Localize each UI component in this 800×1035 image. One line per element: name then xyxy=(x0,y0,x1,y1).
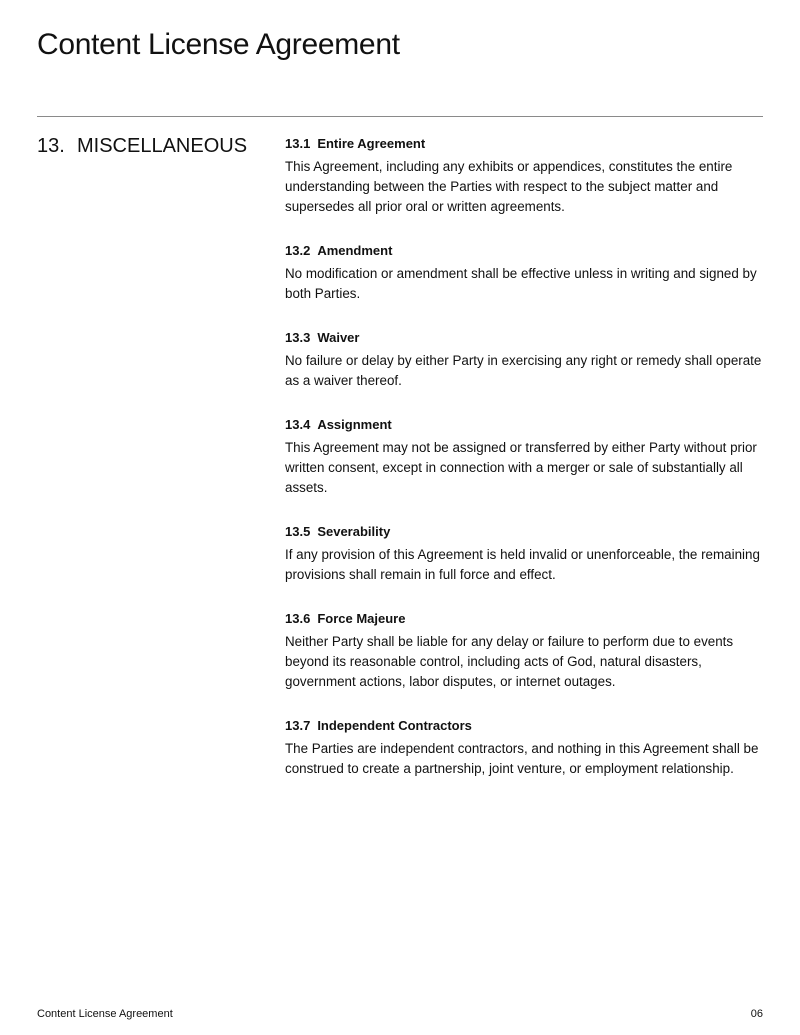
subsection-heading xyxy=(285,330,763,346)
page-number: 06 xyxy=(750,1008,763,1020)
divider xyxy=(37,116,763,117)
subsection xyxy=(285,417,763,498)
subsection-heading xyxy=(285,611,763,627)
subsection xyxy=(285,718,763,779)
subsection-number: 13.7 xyxy=(285,718,311,733)
subsection-heading xyxy=(285,524,763,540)
subsection-heading xyxy=(285,718,763,734)
page-title: Content License Agreement xyxy=(37,28,400,61)
subsection xyxy=(285,330,763,391)
subsection-body: If any provision of this Agreement is held invalid or unenforceable, the remaining provisions shall remain in full force and effect. xyxy=(285,547,760,582)
subsection-heading xyxy=(285,136,763,152)
subsection-list xyxy=(285,136,763,805)
subsection-heading xyxy=(285,417,763,433)
subsection xyxy=(285,243,763,304)
section-title: MISCELLANEOUS xyxy=(77,135,248,157)
subsection-number: 13.5 xyxy=(285,524,311,539)
subsection-title: Independent Contractors xyxy=(317,718,472,733)
footer-title: Content License Agreement xyxy=(37,1008,173,1020)
subsection-title: Waiver xyxy=(317,330,360,345)
subsection xyxy=(285,611,763,692)
subsection-body: This Agreement may not be assigned or transferred by either Party without prior written consent, except in connection with a merger or sale of substantially all assets. xyxy=(285,440,757,495)
subsection-title: Assignment xyxy=(317,417,392,432)
subsection-body: No modification or amendment shall be effective unless in writing and signed by both Parties. xyxy=(285,266,757,301)
section-number: 13. xyxy=(37,135,65,157)
subsection xyxy=(285,524,763,585)
subsection-number: 13.2 xyxy=(285,243,311,258)
subsection-body: This Agreement, including any exhibits or appendices, constitutes the entire understanding between the Parties with respect to the subject matter and supersedes all prior oral or written agreements. xyxy=(285,159,733,214)
subsection xyxy=(285,136,763,217)
subsection-title: Entire Agreement xyxy=(317,136,426,151)
subsection-heading xyxy=(285,243,763,259)
subsection-body: The Parties are independent contractors, and nothing in this Agreement shall be construed to create a partnership, joint venture, or employment relationship. xyxy=(285,741,759,776)
subsection-body: No failure or delay by either Party in exercising any right or remedy shall operate as a waiver thereof. xyxy=(285,353,762,388)
section-heading xyxy=(37,135,247,158)
subsection-title: Severability xyxy=(317,524,391,539)
subsection-body: Neither Party shall be liable for any delay or failure to perform due to events beyond its reasonable control, including acts of God, natural disasters, government actions, labor disputes, or internet outages. xyxy=(285,634,734,689)
subsection-number: 13.6 xyxy=(285,611,311,626)
subsection-title: Force Majeure xyxy=(317,611,406,626)
subsection-number: 13.1 xyxy=(285,136,311,151)
subsection-number: 13.3 xyxy=(285,330,311,345)
subsection-number: 13.4 xyxy=(285,417,311,432)
subsection-title: Amendment xyxy=(317,243,393,258)
